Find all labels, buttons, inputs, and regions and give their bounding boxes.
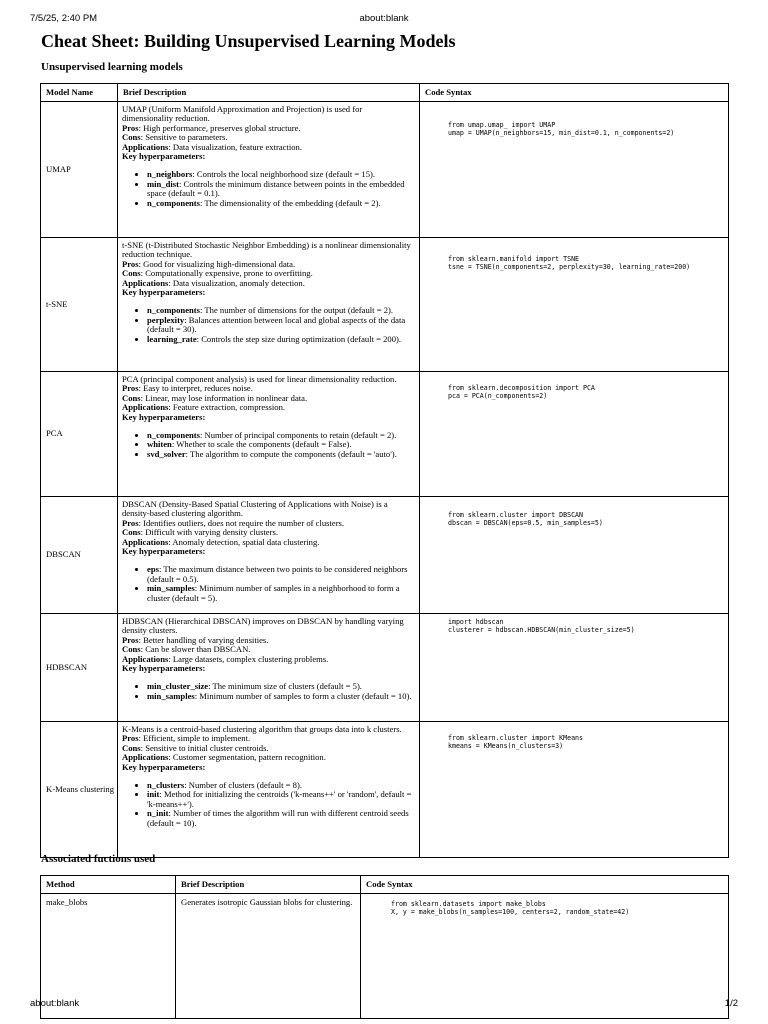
- description-pros: Pros: High performance, preserves global structure.: [122, 122, 301, 133]
- hyperparameter-text: : Controls the step size during optimization (default = 200).: [196, 333, 402, 344]
- column-header: Code Syntax: [361, 876, 729, 894]
- hyperparameter-text: : Number of clusters (default = 8).: [184, 780, 302, 791]
- description-intro: PCA (principal component analysis) is used for linear dimensionality reduction.: [122, 374, 397, 384]
- table-row: [41, 372, 729, 497]
- hyperparameter-name: n_neighbors: [147, 169, 193, 180]
- applications-label: Applications: [122, 402, 169, 413]
- hyperparameter-name: n_clusters: [147, 780, 185, 791]
- description-pros: Pros: Good for visualizing high-dimensional data.: [122, 258, 296, 269]
- description-applications: Applications: Anomaly detection, spatial data clustering.: [122, 536, 320, 547]
- description-intro: UMAP (Uniform Manifold Approximation and Projection) is used for dimensionality reduction.: [122, 104, 363, 124]
- column-header: Method: [41, 876, 176, 894]
- hyperparameters-heading: Key hyperparameters:: [122, 151, 206, 162]
- hyperparameter-text: : Method for initializing the centroids ('k-means++' or 'random', default = 'k-means++').: [147, 789, 412, 809]
- table-row: [41, 102, 729, 238]
- description-intro: DBSCAN (Density-Based Spatial Clustering of Applications with Noise) is a density-based clustering algorithm.: [122, 499, 388, 519]
- hyperparameter-text: : The minimum size of clusters (default = 5).: [208, 681, 362, 692]
- description-cons: Cons: Sensitive to parameters.: [122, 132, 228, 143]
- description-pros: Pros: Efficient, simple to implement.: [122, 733, 251, 744]
- hyperparameter-text: : Controls the local neighborhood size (default = 15).: [192, 169, 376, 180]
- description-applications: Applications: Customer segmentation, pattern recognition.: [122, 752, 326, 763]
- hyperparameter-list: [122, 781, 415, 828]
- hyperparameter-text: : Controls the minimum distance between points in the embedded space (default = 0.1).: [147, 178, 405, 199]
- description-applications: Applications: Data visualization, feature extraction.: [122, 141, 302, 152]
- hyperparameter-item: [147, 316, 415, 335]
- hyperparameter-name: min_samples: [147, 690, 195, 701]
- code-cell: [420, 238, 729, 372]
- hyperparameter-name: learning_rate: [147, 333, 197, 344]
- table-row: [41, 614, 729, 722]
- applications-label: Applications: [122, 653, 169, 664]
- code-cell: [420, 614, 729, 722]
- hyperparameters-label: Key hyperparameters: [122, 411, 203, 422]
- applications-label: Applications: [122, 277, 169, 288]
- code-syntax: from sklearn.cluster import KMeans kmeans = KMeans(n_clusters=3): [448, 734, 583, 751]
- applications-label: Applications: [122, 536, 169, 547]
- model-name: t-SNE: [41, 238, 118, 372]
- method-name: make_blobs: [41, 894, 176, 1019]
- pros-label: Pros: [122, 122, 139, 133]
- model-description: [118, 372, 420, 497]
- page-title: Cheat Sheet: Building Unsupervised Learning Models: [41, 31, 456, 51]
- pros-label: Pros: [122, 733, 139, 744]
- cons-label: Cons: [122, 644, 141, 655]
- applications-text: Anomaly detection, spatial data clustering.: [172, 536, 320, 547]
- code-cell: [420, 722, 729, 858]
- code-syntax: from sklearn.cluster import DBSCAN dbscan = DBSCAN(eps=0.5, min_samples=5): [448, 511, 603, 528]
- applications-text: Feature extraction, compression.: [172, 402, 286, 413]
- model-description: [118, 497, 420, 614]
- cons-label: Cons: [122, 742, 141, 753]
- pros-label: Pros: [122, 634, 139, 645]
- column-header: Model Name: [41, 84, 118, 102]
- hyperparameter-list: [122, 431, 415, 459]
- hyperparameter-item: [147, 565, 415, 584]
- hyperparameter-name: n_components: [147, 430, 201, 441]
- hyperparameter-text: : The number of dimensions for the output (default = 2).: [200, 305, 394, 316]
- cons-text: Linear, may lose information in nonlinear data.: [145, 392, 308, 403]
- description-intro: t-SNE (t-Distributed Stochastic Neighbor Embedding) is a nonlinear dimensionality reduction technique.: [122, 240, 411, 260]
- description-cons: Cons: Sensitive to initial cluster centroids.: [122, 742, 269, 753]
- applications-label: Applications: [122, 752, 169, 763]
- cons-text: Can be slower than DBSCAN.: [145, 644, 251, 655]
- hyperparameter-name: eps: [147, 564, 159, 575]
- hyperparameter-text: : The algorithm to compute the components (default = 'auto').: [185, 448, 397, 459]
- description-pros: Pros: Better handling of varying densities.: [122, 634, 269, 645]
- model-name: UMAP: [41, 102, 118, 238]
- code-cell: [420, 372, 729, 497]
- code-syntax: from sklearn.decomposition import PCA pca = PCA(n_components=2): [448, 384, 595, 401]
- cons-text: Difficult with varying density clusters.: [145, 527, 278, 538]
- print-url-header: about:blank: [359, 13, 409, 24]
- model-description: [118, 722, 420, 858]
- method-description: Generates isotropic Gaussian blobs for clustering.: [176, 894, 361, 1019]
- cons-text: Computationally expensive, prone to overfitting.: [145, 268, 313, 279]
- model-description: [118, 614, 420, 722]
- code-cell: [361, 894, 729, 1019]
- page-number: 1/2: [724, 998, 738, 1009]
- model-name: HDBSCAN: [41, 614, 118, 722]
- description-intro: HDBSCAN (Hierarchical DBSCAN) improves on DBSCAN by handling varying density clusters.: [122, 616, 404, 636]
- hyperparameters-label: Key hyperparameters: [122, 151, 203, 162]
- hyperparameters-label: Key hyperparameters: [122, 287, 203, 298]
- description-cons: Cons: Can be slower than DBSCAN.: [122, 644, 251, 655]
- description-applications: Applications: Large datasets, complex clustering problems.: [122, 653, 329, 664]
- applications-text: Large datasets, complex clustering problems.: [172, 653, 329, 664]
- hyperparameter-item: [147, 199, 415, 208]
- code-syntax: from sklearn.manifold import TSNE tsne = TSNE(n_components=2, perplexity=30, learning_rate=200): [448, 255, 691, 272]
- hyperparameters-heading: Key hyperparameters:: [122, 287, 206, 298]
- hyperparameter-item: [147, 809, 415, 828]
- hyperparameters-label: Key hyperparameters: [122, 761, 203, 772]
- description-applications: Applications: Feature extraction, compression.: [122, 402, 286, 413]
- code-syntax: from sklearn.datasets import make_blobs X, y = make_blobs(n_samples=100, centers=2, random_state=42): [391, 900, 630, 917]
- pros-label: Pros: [122, 517, 139, 528]
- hyperparameter-text: : Whether to scale the components (default = False).: [171, 439, 352, 450]
- functions-table: [40, 875, 729, 1019]
- hyperparameters-heading: Key hyperparameters:: [122, 411, 206, 422]
- cons-text: Sensitive to initial cluster centroids.: [145, 742, 269, 753]
- print-url-footer: about:blank: [30, 998, 80, 1009]
- table-row: [41, 894, 729, 1019]
- model-name: PCA: [41, 372, 118, 497]
- hyperparameters-heading: Key hyperparameters:: [122, 761, 206, 772]
- hyperparameter-item: [147, 692, 415, 701]
- hyperparameter-item: [147, 335, 415, 344]
- code-syntax: from umap.umap_ import UMAP umap = UMAP(n_neighbors=15, min_dist=0.1, n_components=2): [448, 121, 675, 138]
- cons-label: Cons: [122, 392, 141, 403]
- description-cons: Cons: Computationally expensive, prone to overfitting.: [122, 268, 313, 279]
- hyperparameters-heading: Key hyperparameters:: [122, 663, 206, 674]
- pros-label: Pros: [122, 258, 139, 269]
- applications-text: Customer segmentation, pattern recognition.: [172, 752, 326, 763]
- hyperparameter-list: [122, 565, 415, 603]
- hyperparameters-label: Key hyperparameters: [122, 663, 203, 674]
- hyperparameter-text: : Number of times the algorithm will run with different centroid seeds (default = 10).: [147, 808, 409, 828]
- hyperparameter-text: : Minimum number of samples to form a cluster (default = 10).: [194, 690, 412, 701]
- print-datetime: 7/5/25, 2:40 PM: [30, 13, 98, 24]
- hyperparameter-text: : The maximum distance between two points to be considered neighbors (default = 0.5).: [147, 564, 408, 584]
- model-name: K-Means clustering: [41, 722, 118, 858]
- hyperparameter-text: : Number of principal components to retain (default = 2).: [200, 430, 397, 441]
- code-cell: [420, 497, 729, 614]
- applications-label: Applications: [122, 141, 169, 152]
- applications-text: Data visualization, feature extraction.: [172, 141, 302, 152]
- description-applications: Applications: Data visualization, anomaly detection.: [122, 277, 305, 288]
- hyperparameter-name: min_cluster_size: [147, 681, 209, 692]
- column-header: Brief Description: [176, 876, 361, 894]
- description-pros: Pros: Identifies outliers, does not require the number of clusters.: [122, 517, 345, 528]
- hyperparameter-text: : Minimum number of samples in a neighborhood to form a cluster (default = 5).: [147, 583, 400, 603]
- description-intro: K-Means is a centroid-based clustering algorithm that groups data into k clusters.: [122, 724, 402, 734]
- cons-text: Sensitive to parameters.: [145, 132, 228, 143]
- hyperparameter-name: perplexity: [147, 314, 185, 325]
- hyperparameter-name: whiten: [147, 439, 172, 450]
- hyperparameter-name: svd_solver: [147, 448, 186, 459]
- applications-text: Data visualization, anomaly detection.: [172, 277, 305, 288]
- hyperparameter-list: [122, 682, 415, 701]
- description-cons: Cons: Linear, may lose information in nonlinear data.: [122, 392, 308, 403]
- model-description: [118, 102, 420, 238]
- hyperparameter-name: min_dist: [147, 178, 179, 189]
- section-title-functions: Associated fuctions used: [41, 853, 156, 865]
- pros-text: Better handling of varying densities.: [143, 634, 269, 645]
- model-description: [118, 238, 420, 372]
- cons-label: Cons: [122, 132, 141, 143]
- models-table: [40, 83, 729, 858]
- hyperparameter-item: [147, 180, 415, 199]
- table-row: [41, 722, 729, 858]
- pros-label: Pros: [122, 383, 139, 394]
- table-header-row: [41, 84, 729, 102]
- hyperparameter-item: [147, 790, 415, 809]
- pros-text: High performance, preserves global structure.: [143, 122, 301, 133]
- hyperparameter-name: n_init: [147, 808, 169, 819]
- hyperparameter-name: n_components: [147, 305, 201, 316]
- cons-label: Cons: [122, 527, 141, 538]
- table-row: [41, 497, 729, 614]
- cons-label: Cons: [122, 268, 141, 279]
- code-syntax: import hdbscan clusterer = hdbscan.HDBSCAN(min_cluster_size=5): [448, 618, 635, 635]
- hyperparameter-name: n_components: [147, 197, 201, 208]
- description-pros: Pros: Easy to interpret, reduces noise.: [122, 383, 253, 394]
- hyperparameter-list: [122, 170, 415, 208]
- model-name: DBSCAN: [41, 497, 118, 614]
- hyperparameters-heading: Key hyperparameters:: [122, 546, 206, 557]
- hyperparameter-item: [147, 584, 415, 603]
- description-cons: Cons: Difficult with varying density clusters.: [122, 527, 278, 538]
- table-header-row: [41, 876, 729, 894]
- hyperparameter-text: : Balances attention between local and global aspects of the data (default = 30).: [147, 314, 406, 335]
- hyperparameter-name: init: [147, 789, 160, 800]
- hyperparameter-item: [147, 450, 415, 459]
- pros-text: Easy to interpret, reduces noise.: [143, 383, 253, 394]
- hyperparameter-text: : The dimensionality of the embedding (default = 2).: [200, 197, 381, 208]
- code-cell: [420, 102, 729, 238]
- section-title-models: Unsupervised learning models: [41, 61, 183, 73]
- hyperparameters-label: Key hyperparameters: [122, 546, 203, 557]
- hyperparameter-list: [122, 306, 415, 344]
- pros-text: Identifies outliers, does not require the number of clusters.: [143, 517, 345, 528]
- pros-text: Good for visualizing high-dimensional data.: [143, 258, 296, 269]
- table-row: [41, 238, 729, 372]
- column-header: Code Syntax: [420, 84, 729, 102]
- hyperparameter-name: min_samples: [147, 583, 195, 594]
- pros-text: Efficient, simple to implement.: [143, 733, 251, 744]
- column-header: Brief Description: [118, 84, 420, 102]
